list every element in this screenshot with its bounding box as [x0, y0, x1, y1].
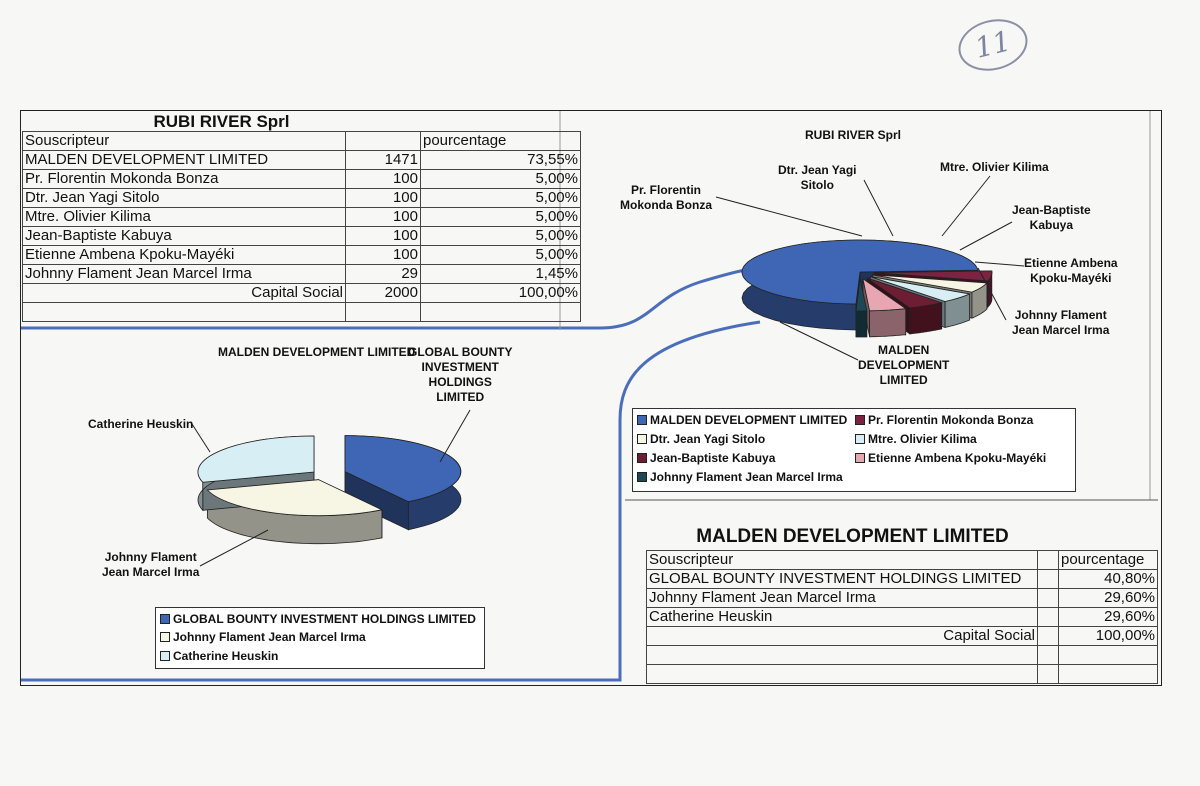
- rubi-row-shares: 100: [346, 246, 421, 265]
- legend-label: Mtre. Olivier Kilima: [868, 432, 977, 446]
- rubi-row-shares: 100: [346, 170, 421, 189]
- rubi-row-shares: 100: [346, 208, 421, 227]
- table-row: [647, 608, 1158, 627]
- malden-header-souscripteur: Souscripteur: [647, 551, 1038, 570]
- leader-line: [200, 530, 268, 566]
- slice-label: Etienne Ambena Kpoku-Mayéki: [1024, 256, 1118, 285]
- legend-label: GLOBAL BOUNTY INVESTMENT HOLDINGS LIMITED: [173, 612, 476, 626]
- legend-label: Jean-Baptiste Kabuya: [650, 451, 776, 465]
- slice-label: GLOBAL BOUNTY INVESTMENT HOLDINGS LIMITED: [408, 345, 513, 404]
- rubi-row-shares: 29: [346, 265, 421, 284]
- slice-label: Johnny Flament Jean Marcel Irma: [102, 550, 200, 579]
- legend-label: Catherine Heuskin: [173, 649, 279, 663]
- malden-row-name: GLOBAL BOUNTY INVESTMENT HOLDINGS LIMITED: [647, 570, 1038, 589]
- rubi-row-pct: 5,00%: [421, 227, 581, 246]
- rubi-row-name: Etienne Ambena Kpoku-Mayéki: [23, 246, 346, 265]
- slice-label: Pr. Florentin Mokonda Bonza: [620, 183, 712, 212]
- malden-chart-title: MALDEN DEVELOPMENT LIMITED: [218, 345, 416, 359]
- legend-label: MALDEN DEVELOPMENT LIMITED: [650, 413, 848, 427]
- rubi-row-name: Dtr. Jean Yagi Sitolo: [23, 189, 346, 208]
- blank-cell: [1038, 589, 1059, 608]
- slice-label: Dtr. Jean Yagi Sitolo: [778, 163, 857, 192]
- slice-label: MALDEN DEVELOPMENT LIMITED: [858, 343, 950, 387]
- slice-label: Jean-Baptiste Kabuya: [1012, 203, 1091, 232]
- rubi-row-name: Pr. Florentin Mokonda Bonza: [23, 170, 346, 189]
- malden-row-pct: 40,80%: [1059, 570, 1158, 589]
- rubi-row-name: Jean-Baptiste Kabuya: [23, 227, 346, 246]
- rubi-total-label: Capital Social: [23, 284, 346, 303]
- malden-total-label: Capital Social: [647, 627, 1038, 646]
- rubi-table-title: RUBI RIVER Sprl: [153, 112, 290, 131]
- legend-swatch: [160, 614, 170, 624]
- malden-header-pourcentage: pourcentage: [1059, 551, 1158, 570]
- legend-item: [160, 612, 476, 626]
- slice-label: Johnny Flament Jean Marcel Irma: [1012, 308, 1110, 337]
- malden-chart-legend: [155, 607, 485, 669]
- page-number: 11: [953, 12, 1033, 77]
- legend-item: [160, 649, 278, 663]
- blank-cell: [1038, 608, 1059, 627]
- legend-label: Dtr. Jean Yagi Sitolo: [650, 432, 766, 446]
- malden-table-title: MALDEN DEVELOPMENT LIMITED: [696, 526, 1009, 547]
- malden-table: [646, 524, 1158, 684]
- rubi-row-pct: 73,55%: [421, 151, 581, 170]
- legend-label: Johnny Flament Jean Marcel Irma: [173, 630, 366, 644]
- rubi-row-pct: 5,00%: [421, 208, 581, 227]
- rubi-row-pct: 5,00%: [421, 189, 581, 208]
- table-row: [647, 570, 1158, 589]
- legend-label: Etienne Ambena Kpoku-Mayéki: [868, 451, 1047, 465]
- leader-line: [192, 424, 210, 452]
- legend-label: Pr. Florentin Mokonda Bonza: [868, 413, 1034, 427]
- rubi-header-pourcentage: pourcentage: [421, 132, 581, 151]
- leader-line: [440, 410, 470, 462]
- rubi-row-name: Johnny Flament Jean Marcel Irma: [23, 265, 346, 284]
- rubi-row-shares: 100: [346, 227, 421, 246]
- legend-swatch: [160, 632, 170, 642]
- malden-row-name: Johnny Flament Jean Marcel Irma: [647, 589, 1038, 608]
- legend-label: Johnny Flament Jean Marcel Irma: [650, 470, 843, 484]
- malden-row-pct: 29,60%: [1059, 608, 1158, 627]
- malden-row-name: Catherine Heuskin: [647, 608, 1038, 627]
- rubi-row-shares: 100: [346, 189, 421, 208]
- malden-row-pct: 29,60%: [1059, 589, 1158, 608]
- slice-label: Catherine Heuskin: [88, 417, 194, 431]
- rubi-header-souscripteur: Souscripteur: [23, 132, 346, 151]
- rubi-row-pct: 5,00%: [421, 170, 581, 189]
- rubi-chart-title: RUBI RIVER Sprl: [805, 128, 902, 142]
- malden-total-pct: 100,00%: [1059, 627, 1158, 646]
- blank-cell: [1038, 570, 1059, 589]
- slice-label: Mtre. Olivier Kilima: [940, 160, 1049, 174]
- table-row: [647, 589, 1158, 608]
- rubi-row-pct: 1,45%: [421, 265, 581, 284]
- rubi-row-name: Mtre. Olivier Kilima: [23, 208, 346, 227]
- legend-item: [160, 630, 366, 644]
- rubi-row-shares: 1471: [346, 151, 421, 170]
- rubi-total-shares: 2000: [346, 284, 421, 303]
- legend-swatch: [160, 651, 170, 661]
- rubi-row-name: MALDEN DEVELOPMENT LIMITED: [23, 151, 346, 170]
- rubi-row-pct: 5,00%: [421, 246, 581, 265]
- rubi-total-pct: 100,00%: [421, 284, 581, 303]
